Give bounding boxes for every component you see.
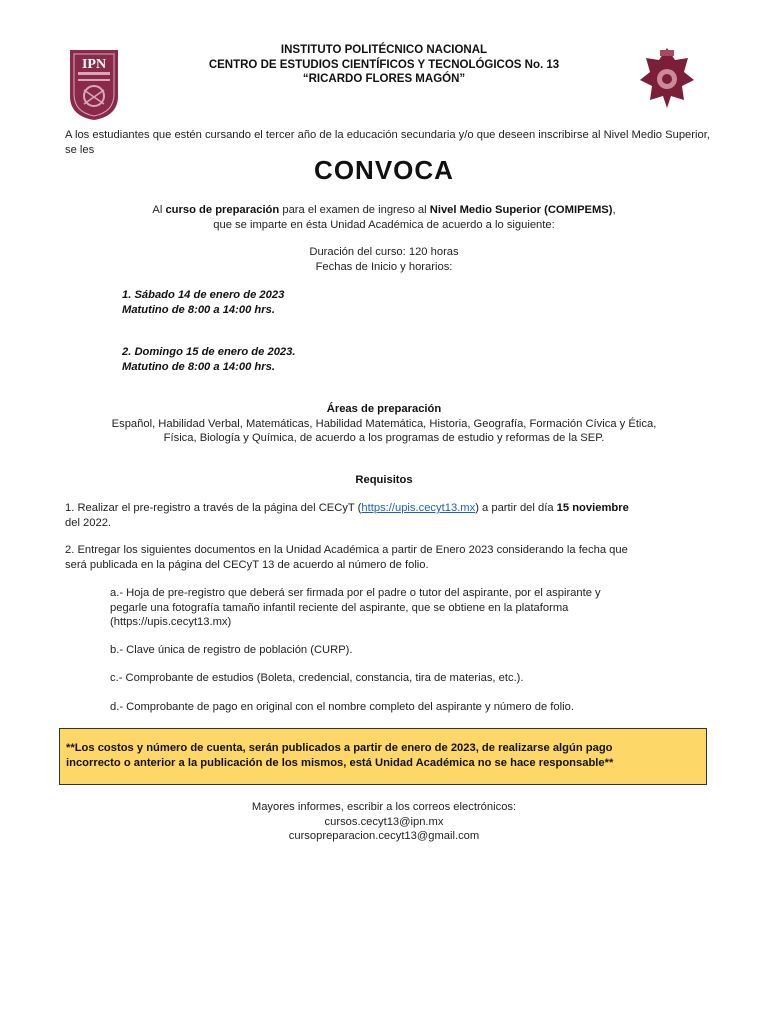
session-2-time: Matutino de 8:00 a 14:00 hrs. (122, 360, 275, 373)
description-line-2: que se imparte en ésta Unidad Académica de acuerdo a lo siguiente: (213, 218, 555, 231)
ipn-logo-icon (66, 46, 122, 122)
requirement-2 (65, 543, 735, 572)
session-1-date: 1. Sábado 14 de enero de 2023 (122, 289, 285, 301)
description-course: curso de preparación (165, 204, 280, 216)
contact-email-1[interactable]: cursos.cecyt13@ipn.mx (324, 815, 444, 828)
areas-line-1: Español, Habilidad Verbal, Matemáticas, Habilidad Matemática, Historia, Geografía, Formación Cívica y Ética, (111, 417, 657, 430)
description-paragraph (0, 203, 768, 232)
notice-line-2: incorrecto o anterior a la publicación de los mismos, está Unidad Académica no se hace responsable** (66, 756, 614, 769)
areas-line-2: Física, Biología y Química, de acuerdo a los programas de estudio y reformas de la SEP. (163, 432, 605, 444)
intro-paragraph: A los estudiantes que estén cursando el tercer año de la educación secundaria y/o que deseen inscribirse al Nivel Medio Superior, se les (65, 129, 710, 156)
requirement-1 (65, 501, 725, 530)
contact-email-2[interactable]: cursopreparacion.cecyt13@gmail.com (288, 830, 480, 842)
contact-section (0, 800, 768, 844)
description-comma: , (612, 204, 616, 216)
document-d: d.- Comprobante de pago en original con el nombre completo del aspirante y número de folio. (110, 701, 574, 713)
payment-notice (59, 728, 707, 785)
document-a-line-2: pegarle una fotografía tamaño infantil reciente del aspirante, que se obtiene en la plataforma (110, 601, 569, 614)
cecyt-emblem-icon (638, 46, 696, 110)
requirement-2-line-1: 2. Entregar los siguientes documentos en la Unidad Académica a partir de Enero 2023 considerando la fecha que (65, 544, 628, 556)
requirement-1-text: 1. Realizar el pre-registro a través de la página del CECyT ( (65, 502, 362, 514)
requirement-1-text-2: ) a partir del día (475, 502, 557, 514)
document-a (110, 586, 710, 630)
page-title: CONVOCA (314, 155, 454, 185)
session-1-time: Matutino de 8:00 a 14:00 hrs. (122, 303, 275, 316)
description-level: Nivel Medio Superior (COMIPEMS) (429, 204, 613, 216)
session-2 (122, 345, 295, 374)
document-a-line-1: a.- Hoja de pre-registro que deberá ser firmada por el padre o tutor del aspirante, por el aspirante y (110, 587, 601, 599)
areas-section (0, 402, 768, 446)
description-text-2: para el examen de ingreso al (279, 204, 430, 216)
requirement-2-line-2: será publicada en la página del CECyT 13 de acuerdo al número de folio. (65, 558, 429, 571)
header-line-1: INSTITUTO POLITÉCNICO NACIONAL (280, 44, 488, 56)
course-duration: Duración del curso: 120 horas (309, 246, 459, 258)
requirement-1-line-1 (65, 501, 725, 516)
requirements-title: Requisitos (355, 474, 413, 486)
session-1 (122, 288, 284, 317)
document-b: b.- Clave única de registro de población (CURP). (110, 644, 353, 656)
areas-title: Áreas de preparación (326, 403, 442, 415)
description-text: Al (152, 204, 166, 216)
contact-label: Mayores informes, escribir a los correos electrónicos: (251, 801, 517, 813)
document-c: c.- Comprobante de estudios (Boleta, credencial, constancia, tira de materias, etc.). (110, 672, 524, 684)
notice-line-1: **Los costos y número de cuenta, serán publicados a partir de enero de 2023, de realizarse algún pago (66, 742, 613, 754)
upis-link[interactable]: https://upis.cecyt13.mx (361, 502, 476, 514)
ipn-logo-text: IPN (81, 57, 107, 72)
document-a-line-3: (https://upis.cecyt13.mx) (110, 616, 232, 628)
course-info (0, 245, 768, 274)
course-dates-label: Fechas de Inicio y horarios: (315, 260, 453, 273)
session-2-date: 2. Domingo 15 de enero de 2023. (122, 346, 296, 358)
requirement-1-date: 15 noviembre (556, 502, 629, 514)
header-line-3: “RICARDO FLORES MAGÓN” (302, 73, 466, 85)
description-line-1 (0, 203, 768, 218)
requirement-1-line-2: del 2022. (65, 516, 112, 529)
header-line-2: CENTRO DE ESTUDIOS CIENTÍFICOS Y TECNOLÓGICOS No. 13 (208, 58, 560, 71)
institution-header (130, 43, 638, 87)
